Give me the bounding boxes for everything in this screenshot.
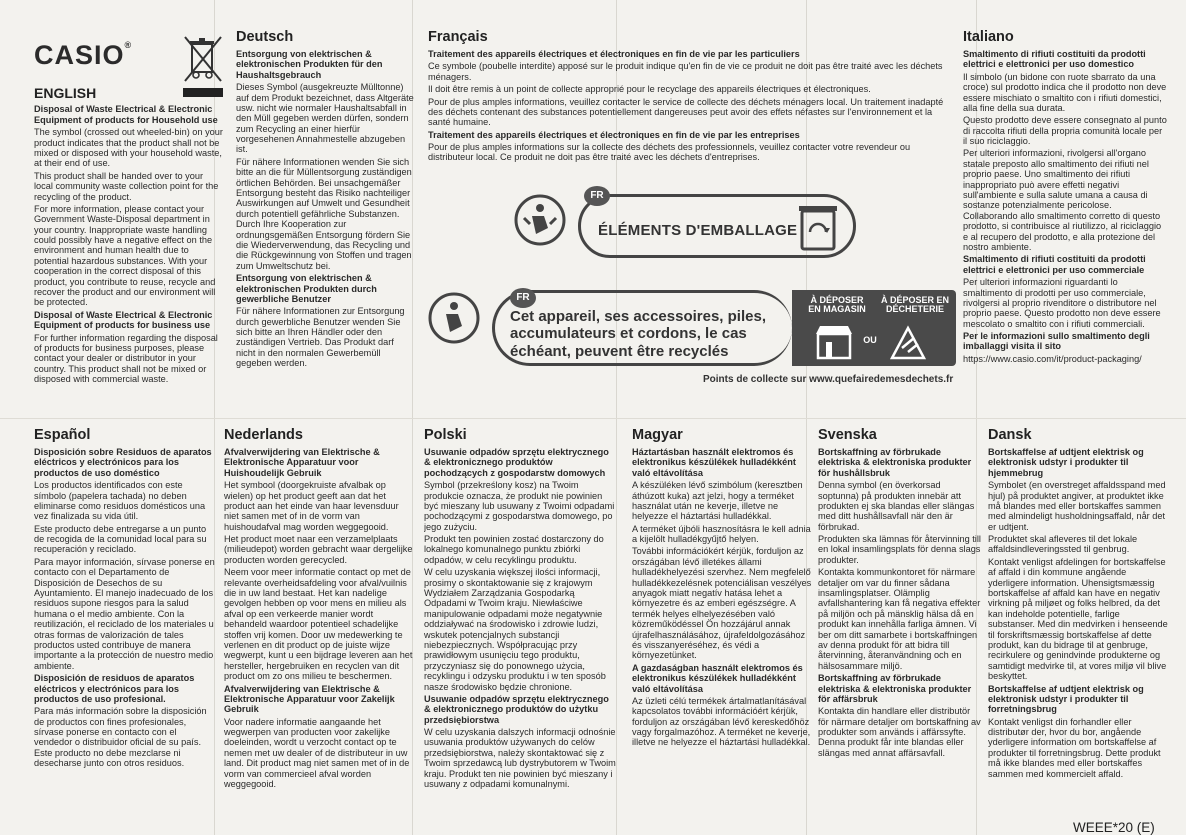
italiano-sub3: Per le informazioni sullo smaltimento degli imballaggi visita il sito (963, 331, 1150, 352)
depot-magasin-label: À DÉPOSER EN MAGASIN (808, 295, 866, 315)
depot-dechetterie-label: À DÉPOSER EN DÉCHETERIE (880, 295, 949, 315)
packaging-elements-block (492, 186, 960, 270)
magyar-sub1: Háztartásban használt elektromos és elektronikus készülékek hulladékként való eltávolítása (632, 446, 796, 478)
dansk-sub1: Bortskaffelse af udtjent elektrisk og elektronisk udstyr i produkter til hjemmebrug (988, 446, 1144, 478)
italiano-p1: Il simbolo (un bidone con ruote sbarrato da una croce) sul prodotto indica che il prodotto non deve essere mischiato o smaltito con i rifiuti domestici, alla fine della sua durata. (963, 71, 1167, 113)
francais-sub2: Traitement des appareils électriques et électroniques en fin de vie par les entreprises (428, 129, 800, 140)
deutsch-heading: Deutsch (236, 30, 294, 45)
polski-p3: W celu uzyskania większej ilości informacji, prosimy o skontaktowanie się z krajowym Wydziałem Zarządzania Gospodarką Odpadami w Twoim kraju. Niewłaściwe manipulowanie odpadami może negatywnie oddziaływać na środowisko i zdrowie ludzi, wskutek potencjalnych substancji niebezpiecznych. Współpracując przy prawidłowym usunięciu tego produktu, przyczyniasz się do ponownego użycia, recyklingu i odzysku produktu i w ten sposób nasze środowisko będzie chronione. (424, 567, 606, 692)
dansk-heading: Dansk (988, 428, 1032, 443)
francais-p2: Il doit être remis à un point de collecte approprié pour le recyclage des appareils électriques et électroniques. (428, 84, 871, 95)
section-magyar (632, 428, 812, 798)
device-recycling-text: Cet appareil, ses accessoires, piles, accumulateurs et cordons, le cas échéant, peuvent être recyclés (510, 308, 766, 360)
packaging-title: ÉLÉMENTS D'EMBALLAGE (598, 222, 798, 239)
document-code: WEEE*20 (E) (1073, 820, 1155, 835)
magyar-p2: A terméket újbóli hasznosításra le kell adnia a kijelölt hulladékgyűjtő helyen. (632, 523, 811, 545)
dansk-p2: Produktet skal afleveres til det lokale affaldsindleveringssted til genbrug. (988, 534, 1138, 555)
dansk-p1: Symbolet (en overstreget affaldsspand med hjul) på produktet angiver, at produktet ikke må blandes med eller bortskaffes sammen med almindeligt husholdningsaffald, når det er udtjent. (988, 480, 1166, 532)
deutsch-sub1: Entsorgung von elektrischen & elektronischen Produkten für den Haushaltsgebrauch (236, 48, 383, 80)
nederlands-p3: Neem voor meer informatie contact op met de relevante overheidsafdeling voor afval/vuilnis die in uw land bestaat. Het kan nadelige gevolgen hebben op voor mens en milieu als afval op een verkeerde manier wordt behandeld waardoor potentieel schadelijke stoffen vrij komen. Door uw medewerking te verlenen en dit product op de juiste wijze wegwerpt, kunt u een bijdrage leveren aan het hersteller, hergebruiken en recyclen van dit product om zo ons milieu te beschermen. (224, 567, 413, 682)
deutsch-sub2: Entsorgung von elektrischen & elektronischen Produkten durch gewerbliche Benutzer (236, 273, 377, 304)
polski-p4: W celu uzyskania dalszych informacji odnośnie usuwania produktów używanych do celów przedsiębiorstwa, należy skontaktować się z Twoim sprzedawcą lub dystrybutorem w Twoim kraju. Produkt ten nie powinien być mieszany i usuwany z odpadami komunalnymi. (424, 727, 616, 790)
magyar-p4: Az üzleti célú termékek ártalmatlanításával kapcsolatos további információért kérjük, forduljon az országában lévő kereskedőhöz vagy forgalmazóhoz. A terméket ne keverje, illetve ne helyezze el háztartási hulladékkal. (632, 695, 811, 748)
italiano-sub1: Smaltimento di rifiuti costituiti da prodotti elettrici e elettronici per uso domestico (963, 48, 1146, 70)
section-polski (424, 428, 616, 828)
english-p3: For more information, please contact your Government Waste-Disposal department in your country. Inappropriate waste handling could possibly have a negative effect on the environment and human health due to potential hazardous substances. With your cooperation in the correct disposal of this product, you contribute to reuse, recycle and recover the product and our environment will be protected. (34, 203, 216, 308)
dansk-p3: Kontakt venligst afdelingen for bortskaffelse af affald i din kommune angående yderligere information. Uhensigtsmæssig bortskaffelse af affald kan have en negativ virkning på miljøet og folks helbred, da det kan indeholde potentielle, farlige substanser. Med din medvirken i henseende til forskriftsmæssig bortskaffelse af dette produkt, kan du bidrage til at genbruge, recirkulere og genindvinde produkterne og samtidigt medvirke til, at vores miljø vil blive beskyttet. (988, 556, 1168, 682)
espanol-p2: Este producto debe entregarse a un punto de recogida de la comunidad local para su recuperación y reciclado. (34, 523, 207, 555)
english-p1: The symbol (crossed out wheeled-bin) on your product indicates that the product shall not be mixed or disposed with your household waste, at their end of use. (34, 127, 223, 169)
fr-tag: FR (510, 288, 536, 308)
polski-heading: Polski (424, 428, 467, 443)
device-recycling-block (492, 282, 960, 370)
polski-p1: Symbol (przekreślony kosz) na Twoim produkcie oznacza, że produkt nie powinien być mieszany lub usuwany z Twoimi odpadami pochodzącymi z gospodarstwa domowego, po jego zużyciu. (424, 480, 615, 532)
section-francais (428, 30, 953, 180)
svenska-sub2: Bortskaffning av förbrukade elektriska & elektroniska produkter för affärsbruk (818, 673, 972, 704)
nederlands-p2: Het product moet naar een verzamelplaats (milieudepot) worden gebracht waar dergelijke producten worden gerecycled. (224, 534, 413, 565)
section-nederlands (224, 428, 414, 828)
triman-icon (428, 292, 480, 344)
espanol-sub2: Disposición de residuos de aparatos eléctricos y electrónicos para los productos de uso profesional. (34, 673, 195, 704)
francais-sub1: Traitement des appareils électriques et électroniques en fin de vie par les particuliers (428, 48, 800, 59)
magyar-heading: Magyar (632, 428, 683, 443)
magyar-p3: További információkért kérjük, forduljon az országában lévő illetékes állami hulladékhelyezési szervhez. Nem megfelelő hulladékkezelésnek potenciálisan veszélyes anyagok miatt negatív hatása lehet a környezetre és az emberi egészségre. A termék helyes elhelyezésében való közreműködéssel Ön hozzájárul annak újrafelhasználásához, újrafeldolgozásához és visszanyeréséhez, és védi a környezetünket. (632, 546, 812, 661)
nederlands-p1: Het symbool (doorgekruiste afvalbak op wielen) op het product geeft aan dat het product aan het einde van haar levensduur niet samen met of in de vorm van huishoudafval mag worden weggegooid. (224, 480, 399, 532)
section-english (34, 86, 224, 416)
english-p2: This product shall be handed over to your local community waste collection point for the recycling of the product. (34, 170, 219, 202)
espanol-heading: Español (34, 428, 91, 443)
svenska-heading: Svenska (818, 428, 877, 443)
english-sub2: Disposal of Waste Electrical & Electronic Equipment of products for business use (34, 309, 213, 331)
polski-p2: Produkt ten powinien zostać dostarczony do lokalnego komunalnego punktu zbiórki odpadów, w celu recyklingu produktu. (424, 534, 604, 565)
espanol-sub1: Disposición sobre Residuos de aparatos eléctricos y electrónicos para los productos de uso doméstico (34, 446, 212, 478)
dansk-p4: Kontakt venligst din forhandler eller distributør der, hvor du bor, angående yderligere information om bortskaffelse af produkter til forretningsbrug. Dette produkt må ikke blandes med eller bortskaffes sammen med kommercielt affald. (988, 716, 1161, 779)
polski-sub1: Usuwanie odpadów sprzętu elektrycznego & elektronicznego produktów pochodzących z gospodarstw domowych (424, 446, 609, 478)
deutsch-p3: Für nähere Informationen zur Entsorgung durch gewerbliche Benutzer wenden Sie sich bitte an Ihren Händler oder den zuständigen Vertrieb. Das Produkt darf nicht in den normalen Gewerbemüll gegeben werden. (236, 306, 405, 369)
english-sub1: Disposal of Waste Electrical & Electronic Equipment of products for Household use (34, 104, 218, 125)
section-italiano (963, 30, 1168, 420)
svenska-p4: Kontakta din handlare eller distributör för närmare detaljer om bortskaffning av produkter som används i affärssyfte. Denna produkt får inte blandas eller slängas med annat affärsavfall. (818, 706, 981, 758)
casio-logo: CASIO® (34, 40, 133, 70)
francais-p3: Pour de plus amples informations, veuillez contacter le service de collecte des déchets ménagers local. Un traitement inadapté des déchets contenant des substances potentiellement dangereuses peut avoir des effets néfastes sur l'environnement et la santé humaine. (428, 96, 944, 128)
espanol-p3: Para mayor información, sírvase ponerse en contacto con el Departamento de Disposición de Desechos de su Ayuntamiento. El manejo inadecuado de los residuos supone riesgos para la salud humana o el medio ambiente. Con la reutilización, el reciclado de los materiales u otras formas de valorización de tales productos usted contribuye de manera importante a la protección de nuestro medio ambiente. (34, 556, 215, 671)
nederlands-sub1: Afvalverwijdering van Elektrische & Elektronische Apparatuur voor Huishoudelijk Gebruik (224, 446, 380, 478)
or-label: OU (863, 335, 877, 345)
italiano-p2: Questo prodotto deve essere consegnato al punto di raccolta rifiuti della propria comunità locale per il suo riciclaggio. (963, 115, 1167, 147)
espanol-p4: Para más información sobre la disposición de productos con fines profesionales, sírvase ponerse en contacto con el vendedor o distribuidor oficial de su país. Este producto no debe mezclarse ni desecharse junto con otros residuos. (34, 706, 207, 769)
magyar-p1: A készüléken lévő szimbólum (keresztben áthúzott kuka) azt jelzi, hogy a terméket használat után ne keverje, illetve ne helyezze el háztartási hulladékkal. (632, 480, 803, 522)
section-svenska (818, 428, 982, 798)
svenska-sub1: Bortskaffning av förbrukade elektriska & elektroniska produkter för hushållsbruk (818, 446, 972, 478)
dump-icon (888, 324, 928, 360)
recycling-bin-icon (794, 202, 842, 252)
shop-icon (814, 324, 854, 360)
section-dansk (988, 428, 1168, 808)
dansk-sub2: Bortskaffelse af udtjent elektrisk og elektronisk udstyr i produkter til forretningsbrug (988, 683, 1144, 715)
francais-p4: Pour de plus amples informations sur la collecte des déchets des professionnels, veuillez contacter votre revendeur ou distributeur local. Ce produit ne doit pas être traité avec les déchets d'entreprises. (428, 142, 911, 163)
italiano-url: https://www.casio.com/it/product-packaging/ (963, 353, 1142, 364)
espanol-p1: Los productos identificados con este símbolo (papelera tachada) no deben eliminarse como residuos domésticos una vez finalizada su vida útil. (34, 480, 206, 522)
italiano-p4: Per ulteriori informazioni riguardanti lo smaltimento di prodotti per uso commerciale, rivolgersi al proprio rivenditore o distributore nel proprio paese. Questo prodotto non deve essere mescolato o smaltito con i rifiuti commerciali. (963, 277, 1161, 329)
fr-tag: FR (584, 186, 610, 206)
english-p4: For further information regarding the disposal of products for business purposes, please contact your dealer or distributor in your country. This product shall not be mixed or disposed with commercial waste. (34, 332, 218, 385)
section-deutsch (236, 30, 414, 420)
polski-sub2: Usuwanie odpadów sprzętu elektrycznego & elektronicznego produktów do użytku przedsiębiorstwa (424, 693, 609, 725)
collection-points-text: Points de collecte sur www.quefairedemesdechets.fr (703, 374, 954, 385)
svenska-p2: Produkten ska lämnas för återvinning till en lokal insamlingsplats för denna slags produkter. (818, 534, 981, 565)
section-espanol (34, 428, 216, 798)
deutsch-p1: Dieses Symbol (ausgekreuzte Mülltonne) auf dem Produkt bezeichnet, dass Altgeräte usw. nicht wie normaler Haushaltsabfall in den Müll gegeben werden dürfen, sondern zum Recycling an einer hierfür vorgesehenen Annahmestelle abzugeben ist. (236, 82, 414, 155)
nederlands-heading: Nederlands (224, 428, 303, 443)
triman-icon (514, 194, 566, 246)
svenska-p1: Denna symbol (en överkorsad soptunna) på produkten innebär att produkten ej ska blandas eller slängas med ditt hushållsavfall när den är förbrukad. (818, 480, 975, 532)
italiano-sub2: Smaltimento di rifiuti costituiti da prodotti elettrici e elettronici per uso commerciale (963, 254, 1146, 275)
nederlands-p4: Voor nadere informatie aangaande het wegwerpen van producten voor zakelijke doeleinden, wordt u verzocht contact op te nemen met uw dealer of de distributeur in uw land. Dit product mag niet samen met of in de vorm van commercieel afval worden weggegooid. (224, 716, 410, 790)
magyar-sub2: A gazdaságban használt elektromos és elektronikus készülékek hulladékként való eltávolítása (632, 662, 803, 694)
francais-heading: Français (428, 30, 488, 45)
english-heading: ENGLISH (34, 86, 97, 101)
italiano-p3: Per ulteriori informazioni, rivolgersi all'organo statale preposto allo smaltimento dei rifiuti nel proprio paese. Uno smaltimento dei rifiuti inappropriato può avere effetti negativi sull'ambiente e sulla salute umana a causa di sostanze potenzialmente pericolose. Collaborando allo smaltimento corretto di questo prodotto, si contribuisce al riutilizzo, al riciclaggio e al recupero del prodotto, e alla protezione del nostro ambiente. (963, 148, 1162, 252)
crossed-bin-icon (182, 34, 224, 84)
italiano-heading: Italiano (963, 30, 1014, 45)
svenska-p3: Kontakta kommunkontoret för närmare detaljer om var du finner sådana insamlingsplatser. Olämplig avfallshantering kan få negativa effekter på miljön och på mänsklig hälsa då en produkt kan innehålla farliga ämnen. Vi ber om ditt samarbete i bortskaffningen av denna produkt för att bidra till återvinning, återanvändning och en hälsosammare miljö. (818, 567, 981, 671)
deutsch-p2: Für nähere Informationen wenden Sie sich bitte an die für Müllentsorgung zuständigen örtlichen Behörden. Bei unsachgemäßer Entsorgung besteht das Risiko nachteiliger Auswirkungen auf Umwelt und Gesundheit durch potentiell gefährliche Substanzen. Durch Ihre Kooperation zur ordnungsgemäßen Entsorgung fördern Sie die Wiederverwendung, das Recycling und die Rückgewinnung von Stoffen und tragen zum Umweltschutz bei. (236, 156, 412, 271)
francais-p1: Ce symbole (poubelle interdite) apposé sur le produit indique qu'en fin de vie ce produit ne doit pas être traité avec les déchets ménagers. (428, 61, 943, 82)
nederlands-sub2: Afvalverwijdering van Elektrische & Elektronische Apparatuur voor Zakelijk Gebruik (224, 683, 395, 715)
